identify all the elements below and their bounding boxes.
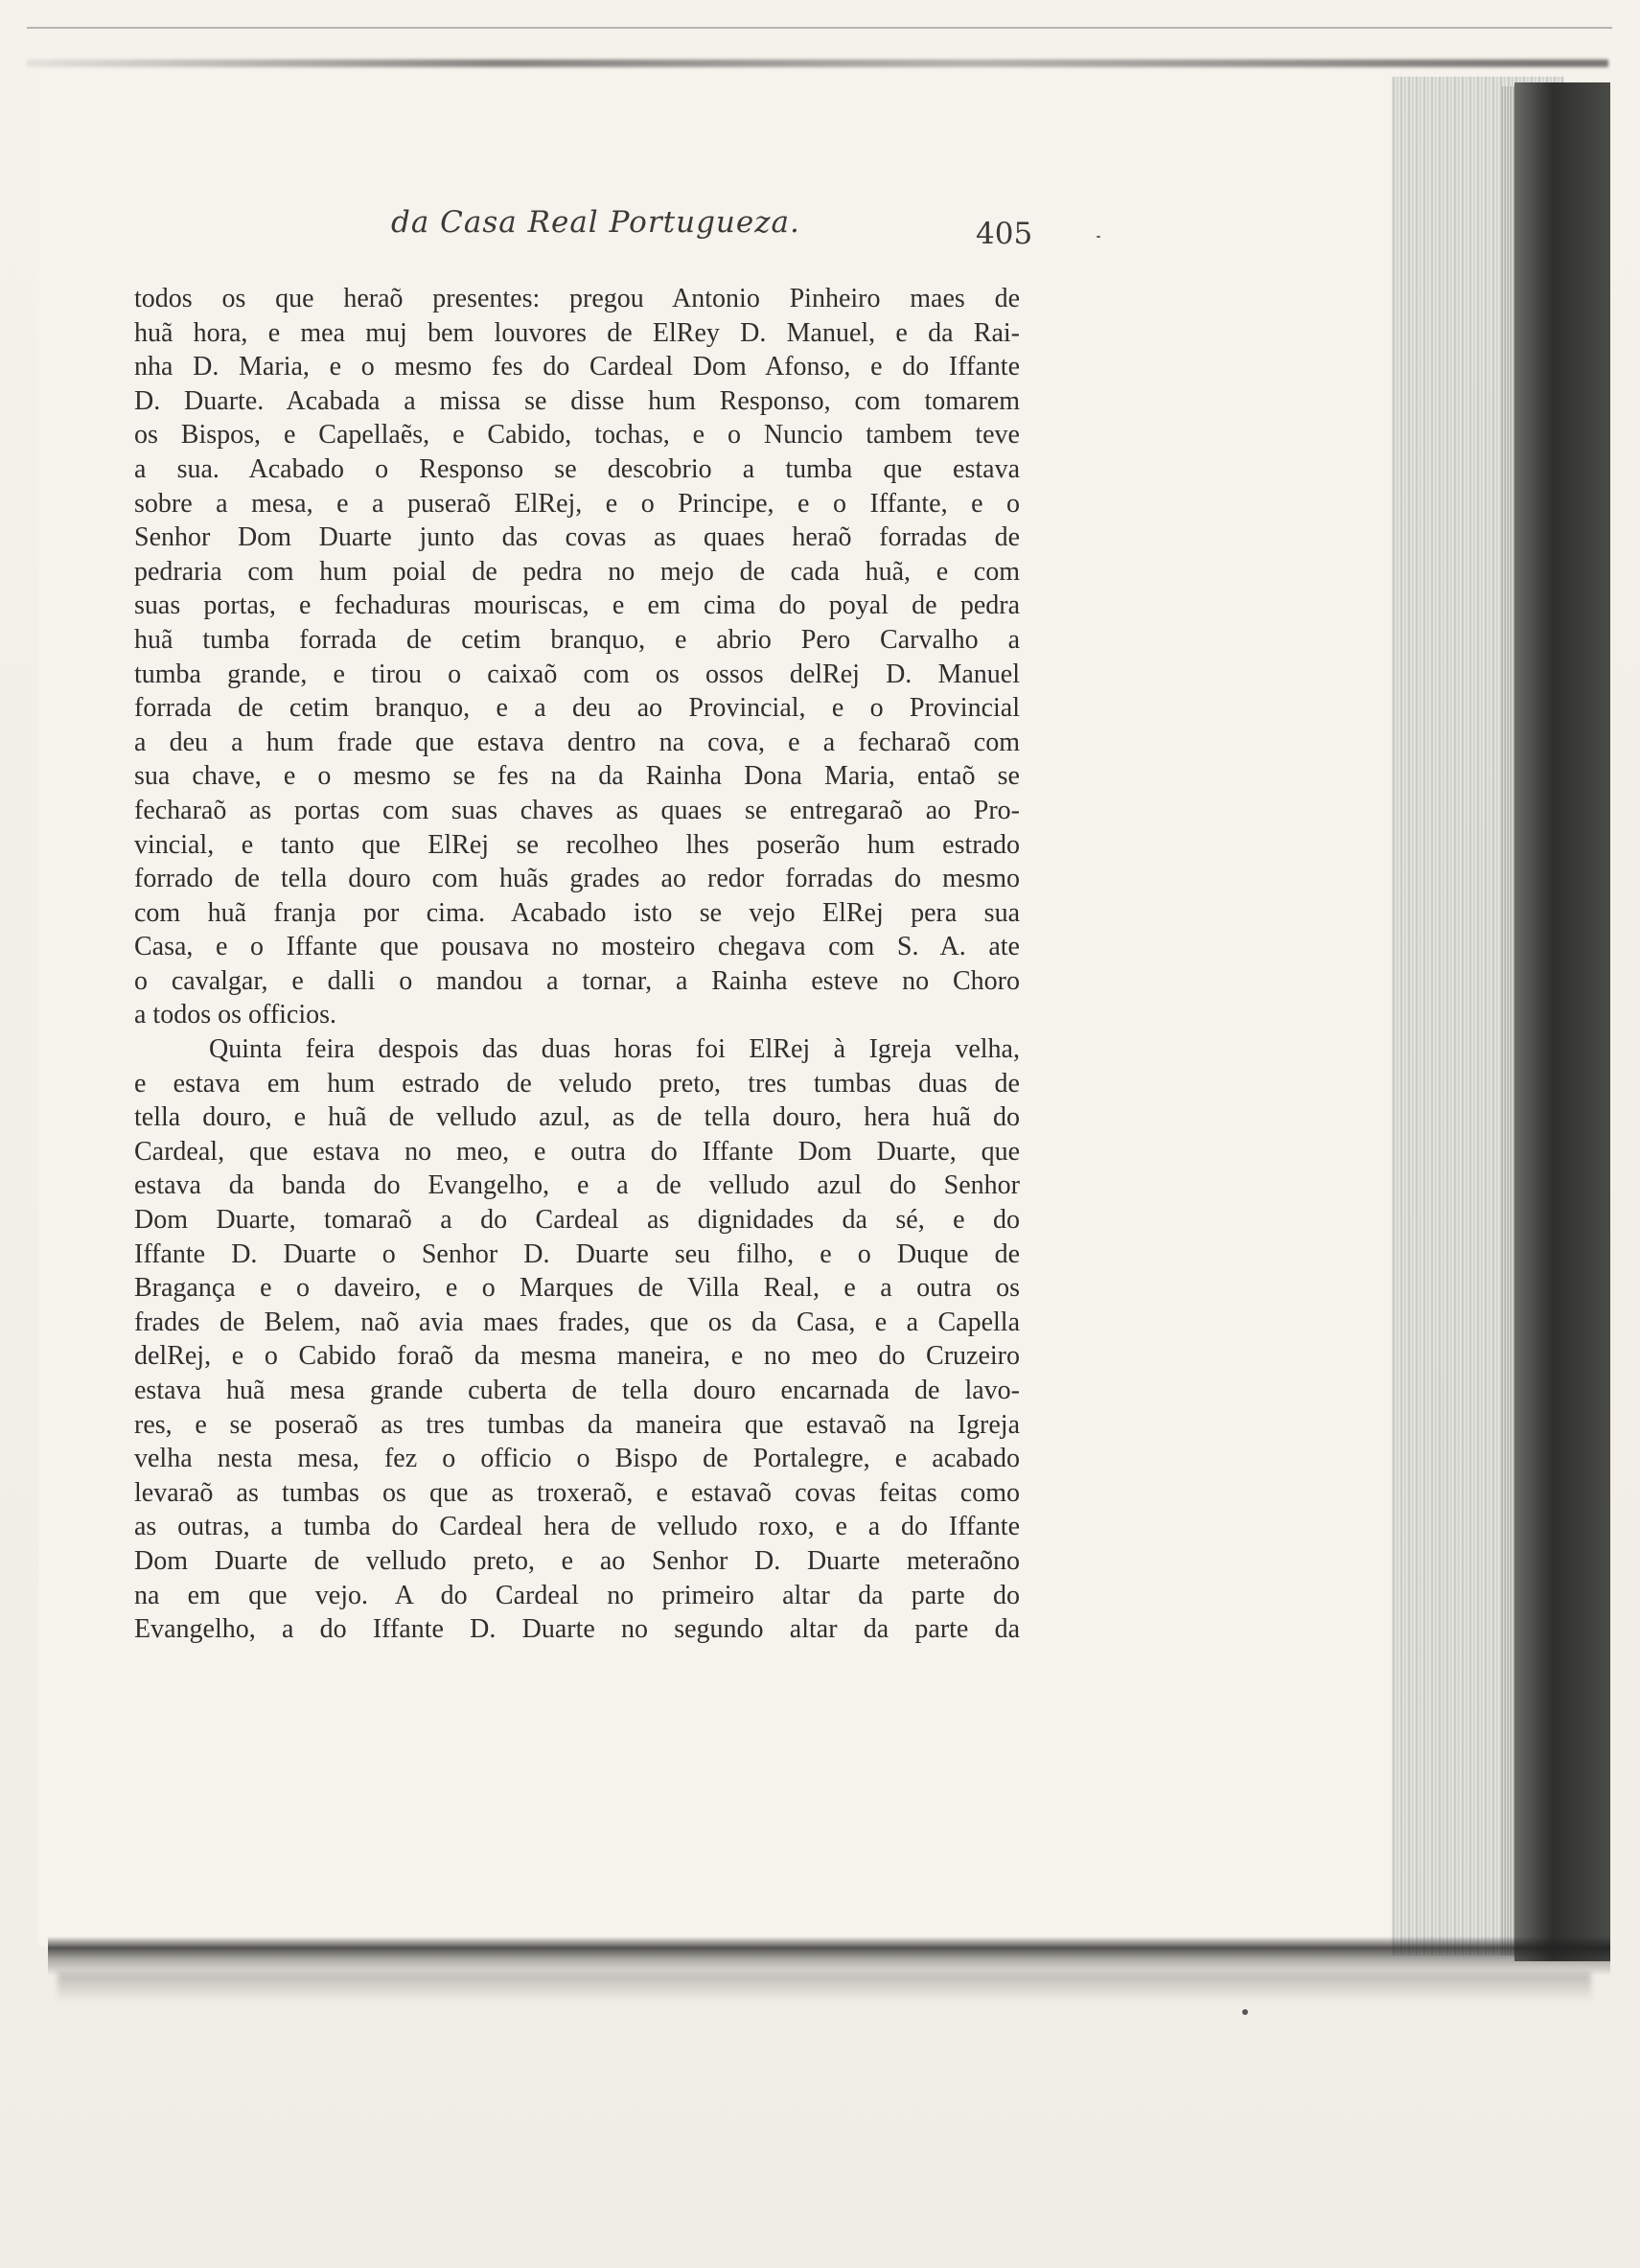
text-line: tella douro, e huã de velludo azul, as de tella douro, hera huã do (134, 1102, 1020, 1133)
text-line: vincial, e tanto que ElRej se recolheo lhes poserão hum estrado (134, 829, 1020, 860)
text-line: frades de Belem, naõ avia maes frades, que os da Casa, e a Capella (134, 1307, 1020, 1337)
paragraph-end-line: a todos os officios. (134, 1000, 337, 1030)
scan-top-border (27, 27, 1612, 29)
text-line: delRej, e o Cabido foraõ da mesma maneira, e no meo do Cruzeiro (134, 1341, 1020, 1372)
text-line: D. Duarte. Acabada a missa se disse hum Responso, com tomarem (134, 385, 1020, 416)
text-line: tumba grande, e tirou o caixaõ com os ossos delRej D. Manuel (134, 659, 1020, 689)
book-top-edge (27, 59, 1608, 67)
text-line: forrado de tella douro com huãs grades ao redor forradas do mesmo (134, 864, 1020, 894)
paragraph-start-line: Quinta feira despois das duas horas foi ElRej à Igreja velha, (209, 1034, 1020, 1065)
text-line: res, e se poseraõ as tres tumbas da maneira que estavaõ na Igreja (134, 1409, 1020, 1440)
text-line: com huã franja por cima. Acabado isto se vejo ElRej pera sua (134, 897, 1020, 928)
book-bottom-shadow (58, 1973, 1591, 2002)
text-line: huã tumba forrada de cetim branquo, e abrio Pero Carvalho a (134, 624, 1020, 655)
text-line: estava huã mesa grande cuberta de tella douro encarnada de lavo- (134, 1376, 1020, 1405)
running-header-title: da Casa Real Portugueza. (391, 205, 800, 240)
text-line: Cardeal, que estava no meo, e outra do Iffante Dom Duarte, que (134, 1136, 1020, 1167)
text-line: Iffante D. Duarte o Senhor D. Duarte seu filho, e o Duque de (134, 1238, 1020, 1269)
text-line: a deu a hum frade que estava dentro na cova, e a fecharaõ com (134, 727, 1020, 757)
text-line: sua chave, e o mesmo se fes na da Rainha Dona Maria, entaõ se (134, 761, 1020, 792)
text-line: Evangelho, a do Iffante D. Duarte no segundo altar da parte da (134, 1614, 1020, 1645)
body-text (134, 282, 1020, 1647)
page-number: 405 (976, 217, 1033, 251)
text-line: Bragança e o daveiro, e o Marques de Villa Real, e a outra os (134, 1273, 1020, 1304)
text-line: forrada de cetim branquo, e a deu ao Provincial, e o Provincial (134, 693, 1020, 724)
text-line: suas portas, e fechaduras mouriscas, e em cima do poyal de pedra (134, 590, 1020, 621)
text-line: a sua. Acabado o Responso se descobrio a tumba que estava (134, 453, 1020, 484)
text-line: Dom Duarte, tomaraõ a do Cardeal as dignidades da sé, e do (134, 1205, 1020, 1236)
text-line: e estava em hum estrado de veludo preto, tres tumbas duas de (134, 1068, 1020, 1099)
scan-speck (1097, 236, 1100, 238)
text-line: na em que vejo. A do Cardeal no primeiro altar da parte do (134, 1580, 1020, 1610)
text-line: levaraõ as tumbas os que as troxeraõ, e estavaõ covas feitas como (134, 1477, 1020, 1508)
text-line: o cavalgar, e dalli o mandou a tornar, a Rainha esteve no Choro (134, 965, 1020, 996)
text-line: sobre a mesa, e a puseraõ ElRej, e o Principe, e o Iffante, e o (134, 488, 1020, 519)
text-line: nha D. Maria, e o mesmo fes do Cardeal Dom Afonso, e do Iffante (134, 352, 1020, 382)
text-line: fecharaõ as portas com suas chaves as quaes se entregaraõ ao Pro- (134, 795, 1020, 825)
text-line: estava da banda do Evangelho, e a de velludo azul do Senhor (134, 1170, 1020, 1201)
text-line: todos os que heraõ presentes: pregou Antonio Pinheiro maes de (134, 284, 1020, 313)
book-bottom-edge (48, 1936, 1610, 1975)
text-line: Dom Duarte de velludo preto, e ao Senhor D. Duarte meteraõno (134, 1545, 1020, 1576)
text-line: os Bispos, e Capellaẽs, e Cabido, tochas, e o Nuncio tambem teve (134, 420, 1020, 451)
text-line: Senhor Dom Duarte junto das covas as quaes heraõ forradas de (134, 522, 1020, 553)
text-line: pedraria com hum poial de pedra no mejo de cada huã, e com (134, 556, 1020, 587)
text-line: huã hora, e mea muj bem louvores de ElRey D. Manuel, e da Rai- (134, 317, 1020, 348)
text-line: as outras, a tumba do Cardeal hera de velludo roxo, e a do Iffante (134, 1512, 1020, 1542)
book-cover-edge (1514, 82, 1610, 1961)
text-line: Casa, e o Iffante que pousava no mosteiro chegava com S. A. ate (134, 932, 1020, 962)
scan-speck (1242, 2009, 1248, 2015)
text-line: velha nesta mesa, fez o officio o Bispo de Portalegre, e acabado (134, 1444, 1020, 1474)
